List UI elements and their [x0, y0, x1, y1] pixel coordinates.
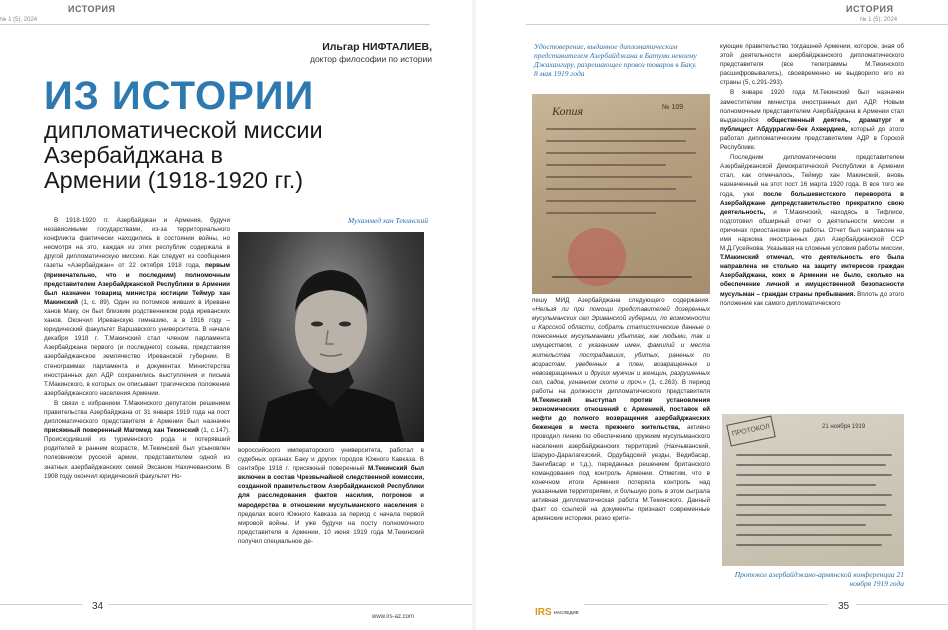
issue-number-right: № 1 (5), 2024 — [860, 17, 898, 23]
body-column-2 — [238, 446, 424, 596]
body-column-1 — [44, 216, 230, 600]
document-photo — [532, 94, 710, 294]
paragraph: В январе 1920 года М.Текинский был назначен заместителем министра иностранных дел АДР. Новым полномочным представителем Азербайджана в Армении стал выдающийся общественный деятель, драматург и публицист Абдуррагим-бек Ахвердиев, который до этого работал дипломатическим представителем АДР в Горской Республике. — [720, 89, 904, 152]
paragraph: В связи с избранием Т.Макинского депутатом решением правительства Азербайджана от 31 января 1919 года на пост дипломатического представителя в Армении был назначен присяжный поверенный Магомед хан Текинский (1, с.147). Происходивший из туркменского рода и потерявший родителей в раннем возрасте, М.Текинский был усыновлен полковником русской армии, представителем одной из знатных азербайджанских семей Эксаном Нахичеванским. В 1908 году окончил юридический факультет Но- — [44, 399, 230, 480]
protocol-text-line — [736, 514, 892, 516]
protocol-text-line — [736, 494, 892, 496]
doc-handwriting — [546, 212, 656, 214]
doc-handwriting — [546, 200, 696, 202]
protocol-date: 21 ноября 1919 — [822, 424, 866, 430]
brand-subtitle: НАСЛЕДИЕ — [553, 609, 579, 615]
bold-phrase: первым (примечательно, что и последним) полномочным представителем Азербайджанской Республики в Армении был назначен товарищ министра юстиции Теймур хан Макинский — [44, 262, 230, 306]
author-block — [310, 41, 432, 64]
doc-handwriting — [546, 128, 696, 130]
paragraph: вороссийского императорского университета, работал в судебных органах Баку и других городов Южного Кавказа. В сентябре 1918 г. присяжный поверенный М.Текинский был включен в состав Чрезвычайной следственной комиссии, созданной правительством Азербайджанской Республики для расследования фактов насилия, погромов и мародерства в отношении мусульманского населения в пределах всего Южного Кавказа за период с начала первой мировой войны. И уже будучи на посту полномочного представителя в Армении, 10 июня 1919 года М.Текинский получил специальное де- — [238, 447, 424, 545]
protocol-caption: Протокол азербайджано-армянской конференции 21 ноября 1919 года — [734, 570, 904, 588]
doc-heading: Копия — [552, 104, 584, 118]
protocol-text-line — [736, 474, 892, 476]
protocol-photo — [722, 414, 904, 566]
bold-phrase: присяжный поверенный Магомед хан Текинский — [44, 427, 199, 435]
article-subtitle — [44, 118, 404, 193]
page-right — [476, 0, 948, 630]
portrait-caption: Мухаммед хан Текинский — [348, 216, 428, 225]
subtitle-line: дипломатической миссии — [44, 117, 323, 143]
doc-signature — [552, 276, 692, 278]
quote: «Нельзя ли при помощи представителей дозеренных мусульманских сел Эриванской губернии, по возможности и Карсской области, собрать статистические данные о понесенных мусульманами убытках, как людьми, так и имуществом, с указанием имен, фамилий и места жительства пострадавших, убитых, раненых по возрастам, уведенных в плен, возвращенных и невозвращенных и других мужчин и женщин, разрушенных сел, садов, угнанном скоте и проч.» — [532, 306, 710, 386]
doc-handwriting — [546, 188, 676, 190]
subtitle-line: Азербайджана в — [44, 142, 224, 168]
footer-rule-left — [0, 604, 82, 605]
portrait-photo — [238, 232, 424, 442]
paragraph: В 1918-1920 гг. Азербайджан и Армения, будучи независимыми государствами, из-за территориального конфликта фактически находились в состоянии войны, но несмотря на это, каждая из этих республик содержала в другой дипломатическую миссию. Как следует из сообщения газеты «Азербайджан» от 22 октября 1918 года, первым (примечательно, что и последним) полномочным представителем Азербайджанской Республики в Армении был назначен товарищ министра юстиции Теймур хан Макинский (1, с. 89). Один из потомков живших в Иреване ханов Маку, он был близким родственником рода иреванских ханов. Окончил Иреванскую гимназию, а в 1916 году – юридический факультет Варшавского университета. В начале декабря 1918 г. Т.Макинский стал членом парламента Азербайджана первого (и последнего) созыва, представляя азербайджанское землячество Иреванской губернии. В стенограммах парламента и документах Министерства иностранных дел АДР сохранились выступления и письма Т.Макинского, в которых он описывает трагическое положение азербайджанского населения Армении. — [44, 217, 230, 397]
protocol-text-line — [736, 454, 892, 456]
subtitle-line: Армении (1918-1920 гг.) — [44, 167, 304, 193]
issue-number-left: № 1 (5), 2024 — [0, 17, 38, 23]
bold-phrase: Т.Макинский отмечал, что деятельность его была направлена не столько на защиту интересов граждан Азербайджана, коих в Армении не было, сколько на обеспечение личной и имущественной безопасности мусульман – граждан страны пребывания. — [720, 254, 904, 298]
brand-logo: IRS НАСЛЕДИЕ — [535, 607, 579, 618]
body-column-4 — [720, 42, 904, 410]
portrait-figure-icon — [238, 232, 424, 442]
page-number-right: 35 — [838, 601, 850, 612]
footer-rule-left-2 — [108, 604, 472, 605]
doc-handwriting — [546, 164, 666, 166]
bold-phrase: М.Текинский был включен в состав Чрезвычайной следственной комиссии, созданной правительством Азербайджанской Республики для расследования фактов насилия, погромов и мародерства в отношении мусульманского населения — [238, 465, 424, 509]
doc-handwriting — [546, 152, 696, 154]
doc-handwriting — [546, 176, 692, 178]
protocol-text-line — [736, 544, 882, 546]
site-url: www.irs-az.com — [372, 614, 415, 620]
paragraph: Последним дипломатическим представителем Азербайджанской Демократической Республики в Армении стал, как отмечалось, Теймур хан Макинский, вновь назначенный на этот пост 16 марта 1920 года. В все того же года, уже после большевистского переворота в Азербайджане дипредставительство прекратило свою деятельность, и Т.Макинский, находясь в Тифлисе, подготовил обширный отчет о деятельности миссии и причинах приостановки ее работы. Отчет был направлен на имя наркома иностранных дел Азербайджанской ССР М.Д.Гусейнова. Указывая на сложные условия работы миссии, Т.Макинский отмечал, что деятельность его была направлена не столько на защиту интересов граждан Азербайджана, коих в Армении не было, сколько на обеспечение личной и имущественной безопасности мусульман – граждан страны пребывания. Вплоть до этого положение как самого дипломатического — [720, 154, 904, 307]
article-title: ИЗ ИСТОРИИ — [44, 74, 315, 118]
running-head-left: ИСТОРИЯ — [68, 4, 116, 14]
protocol-text-line — [736, 504, 886, 506]
author-name: Ильгар НИФТАЛИЕВ, — [322, 41, 432, 53]
header-rule-right — [526, 24, 948, 25]
protocol-text-line — [736, 464, 886, 466]
protocol-stamp: ПРОТОКОЛ — [726, 415, 776, 446]
running-head-right: ИСТОРИЯ — [846, 4, 894, 14]
doc-handwriting — [546, 140, 686, 142]
bold-phrase: общественный деятель, драматург и публицист Абдуррагим-бек Ахвердиев, — [720, 116, 904, 133]
doc-stamp: № 109 — [662, 104, 684, 111]
body-column-3 — [532, 296, 710, 596]
page-number-left: 34 — [92, 601, 104, 612]
protocol-text-line — [736, 484, 876, 486]
protocol-text-line — [736, 524, 866, 526]
bold-phrase: после большевистского переворота в Азербайджане дипредставительство прекратило свою деятельность, — [720, 190, 904, 216]
header-rule-left — [0, 24, 430, 25]
paragraph: пешу МИД Азербайджана следующего содержания: «Нельзя ли при помощи представителей дозеренных мусульманских сел Эриванской губернии, по возможности и Карсской области, собрать статистические данные о понесенных мусульманами убытках, как людьми, так и имуществом, с указанием имен, фамилий и места жительства пострадавших, убитых, раненых по возрастам, уведенных в плен, возвращенных и невозвращенных и других мужчин и женщин, разрушенных сел, садов, угнанном скоте и проч.» (1, с.263). В период работы на должности дипломатического представителя М.Текинский выступал против установления экономических отношений с Арменией, поставок ей нефти до полного возвращения азербайджанских беженцев в места прежнего жительства, активно проводил линию по обеспечению оружием мусульманского населения азербайджанских территорий (Нахчыванский, Шаруро-Даралагезский, Ордубадский уезды, Ведибасар, Зангибасар и т.д.), переданных решением британского командования под контроль Армении. Отметим, что в конечном итоге Армения потеряла контроль над указанными территориями, и большую роль в этом сыграла активная дипломатическая работа М.Текинского. Данный факт со ссылкой на документы признают современные армянские историки, резко крити- — [532, 297, 710, 523]
protocol-text-line — [736, 534, 892, 536]
document-caption: Удостоверение, выданное дипломатическим представителем Азербайджана в Батуми некоему Джахангиру, разрешающее провоз товаров в Баку. 8 мая 1919 года — [534, 42, 697, 78]
page-left — [0, 0, 472, 630]
bold-phrase: М.Текинский выступал против установления экономических отношений с Арменией, поставок ей нефти до полного возвращения азербайджанских беженцев в места прежнего жительства, — [532, 397, 710, 432]
footer-rule-right-2 — [856, 604, 948, 605]
footer-rule-right — [584, 604, 828, 605]
author-title: доктор философии по истории — [309, 54, 432, 64]
paragraph: кующие правительство тогдашней Армении, которое, зная об этой деятельности азербайджанского дипломатического представителя (все телеграммы М.Текинского расшифровывались), своевременно не выдворило его из страны (5, с.291-293). — [720, 43, 904, 87]
